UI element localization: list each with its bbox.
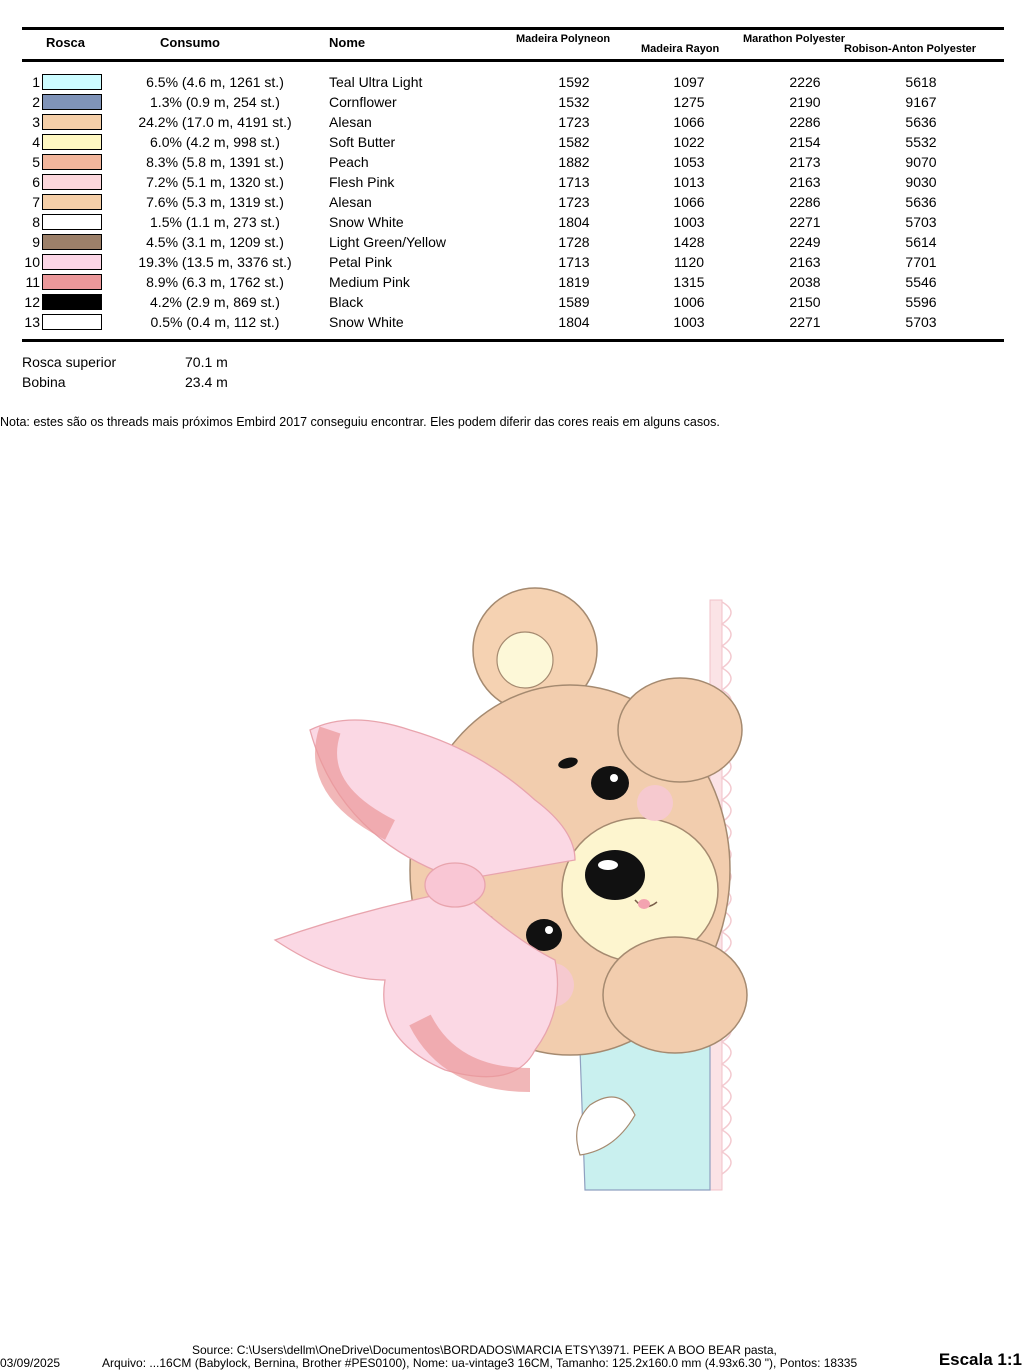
color-swatch xyxy=(42,214,102,230)
table-bottom-rule xyxy=(22,339,1004,342)
thread-number: 12 xyxy=(24,294,40,310)
madeira-polyneon-code: 1592 xyxy=(558,74,590,90)
robison-anton-code: 5532 xyxy=(905,134,937,150)
table-row xyxy=(0,132,1024,152)
table-row xyxy=(0,112,1024,132)
color-swatch xyxy=(42,174,102,190)
madeira-polyneon-code: 1804 xyxy=(558,214,590,230)
madeira-rayon-code: 1120 xyxy=(673,254,705,270)
robison-anton-code: 5546 xyxy=(905,274,937,290)
color-swatch xyxy=(42,134,102,150)
thread-name: Light Green/Yellow xyxy=(329,234,447,250)
madeira-rayon-code: 1013 xyxy=(673,174,705,190)
thread-name: Cornflower xyxy=(329,94,397,110)
header-rosca: Rosca xyxy=(46,35,86,50)
header-marathon-polyester: Marathon Polyester xyxy=(743,33,846,45)
thread-consumption: 7.6% (5.3 m, 1319 st.) xyxy=(146,194,284,210)
thread-number: 3 xyxy=(32,114,40,130)
madeira-rayon-code: 1275 xyxy=(673,94,705,110)
thread-number: 7 xyxy=(32,194,40,210)
table-row xyxy=(0,72,1024,92)
thread-consumption: 4.5% (3.1 m, 1209 st.) xyxy=(146,234,284,250)
madeira-polyneon-code: 1804 xyxy=(558,314,590,330)
robison-anton-code: 5636 xyxy=(905,194,937,210)
marathon-polyester-code: 2226 xyxy=(789,74,821,90)
thread-name: Snow White xyxy=(329,214,404,230)
color-swatch xyxy=(42,154,102,170)
marathon-polyester-code: 2249 xyxy=(789,234,821,250)
marathon-polyester-code: 2150 xyxy=(789,294,821,310)
robison-anton-code: 5596 xyxy=(905,294,937,310)
color-swatch xyxy=(42,234,102,250)
robison-anton-code: 5703 xyxy=(905,314,937,330)
thread-name: Medium Pink xyxy=(329,274,410,290)
marathon-polyester-code: 2271 xyxy=(789,214,821,230)
table-row xyxy=(0,152,1024,172)
thread-number: 2 xyxy=(32,94,40,110)
madeira-polyneon-code: 1582 xyxy=(558,134,590,150)
header-robison-anton-polyester: Robison-Anton Polyester xyxy=(844,43,977,55)
header-consumo: Consumo xyxy=(160,35,220,50)
table-row xyxy=(0,92,1024,112)
madeira-rayon-code: 1066 xyxy=(673,194,705,210)
marathon-polyester-code: 2286 xyxy=(789,114,821,130)
header-nome: Nome xyxy=(329,35,366,50)
robison-anton-code: 7701 xyxy=(905,254,937,270)
table-header-rule xyxy=(22,59,1004,62)
color-swatch xyxy=(42,194,102,210)
embroidery-design-preview xyxy=(270,580,760,1200)
thread-consumption: 8.3% (5.8 m, 1391 st.) xyxy=(146,154,284,170)
madeira-rayon-code: 1006 xyxy=(673,294,705,310)
table-row xyxy=(0,312,1024,332)
thread-name: Black xyxy=(329,294,364,310)
thread-consumption: 6.0% (4.2 m, 998 st.) xyxy=(150,134,280,150)
color-swatch xyxy=(42,274,102,290)
thread-consumption: 19.3% (13.5 m, 3376 st.) xyxy=(138,254,292,270)
robison-anton-code: 9167 xyxy=(905,94,937,110)
color-swatch xyxy=(42,294,102,310)
table-row xyxy=(0,252,1024,272)
marathon-polyester-code: 2286 xyxy=(789,194,821,210)
thread-number: 5 xyxy=(32,154,40,170)
thread-consumption: 24.2% (17.0 m, 4191 st.) xyxy=(138,114,292,130)
marathon-polyester-code: 2271 xyxy=(789,314,821,330)
thread-consumption: 4.2% (2.9 m, 869 st.) xyxy=(150,294,280,310)
madeira-rayon-code: 1066 xyxy=(673,114,705,130)
madeira-polyneon-code: 1713 xyxy=(558,254,590,270)
thread-note: Nota: estes são os threads mais próximos Embird 2017 conseguiu encontrar. Eles podem diferir das cores reais em alguns casos. xyxy=(0,415,720,429)
thread-number: 11 xyxy=(25,274,40,290)
robison-anton-code: 5703 xyxy=(905,214,937,230)
rosca-superior-label: Rosca superior xyxy=(22,354,117,370)
thread-number: 8 xyxy=(32,214,40,230)
madeira-rayon-code: 1097 xyxy=(673,74,705,90)
header-madeira-rayon: Madeira Rayon xyxy=(641,43,720,55)
thread-number: 4 xyxy=(32,134,40,150)
thread-number: 1 xyxy=(32,74,40,90)
madeira-rayon-code: 1428 xyxy=(673,234,705,250)
robison-anton-code: 5618 xyxy=(905,74,937,90)
robison-anton-code: 5614 xyxy=(905,234,937,250)
thread-consumption: 1.5% (1.1 m, 273 st.) xyxy=(150,214,280,230)
color-swatch xyxy=(42,94,102,110)
bobina-label: Bobina xyxy=(22,374,66,390)
marathon-polyester-code: 2038 xyxy=(789,274,821,290)
madeira-rayon-code: 1003 xyxy=(673,214,705,230)
thread-name: Teal Ultra Light xyxy=(329,74,423,90)
marathon-polyester-code: 2154 xyxy=(789,134,821,150)
madeira-polyneon-code: 1882 xyxy=(558,154,590,170)
madeira-polyneon-code: 1728 xyxy=(558,234,590,250)
footer-scale: Escala 1:1 xyxy=(938,1350,1022,1369)
table-row xyxy=(0,292,1024,312)
color-swatch xyxy=(42,74,102,90)
marathon-polyester-code: 2163 xyxy=(789,254,821,270)
robison-anton-code: 9070 xyxy=(905,154,937,170)
thread-name: Soft Butter xyxy=(329,134,396,150)
madeira-rayon-code: 1003 xyxy=(673,314,705,330)
bobina-value: 23.4 m xyxy=(185,374,228,390)
thread-name: Petal Pink xyxy=(329,254,393,270)
marathon-polyester-code: 2163 xyxy=(789,174,821,190)
thread-consumption: 6.5% (4.6 m, 1261 st.) xyxy=(146,74,284,90)
thread-number: 9 xyxy=(32,234,40,250)
thread-name: Snow White xyxy=(329,314,404,330)
rosca-superior-value: 70.1 m xyxy=(185,354,228,370)
footer-date: 03/09/2025 xyxy=(0,1356,61,1370)
thread-name: Alesan xyxy=(329,194,372,210)
madeira-polyneon-code: 1713 xyxy=(558,174,590,190)
madeira-polyneon-code: 1819 xyxy=(558,274,590,290)
table-top-rule xyxy=(22,27,1004,30)
table-row xyxy=(0,272,1024,292)
thread-number: 6 xyxy=(32,174,40,190)
thread-consumption: 8.9% (6.3 m, 1762 st.) xyxy=(146,274,284,290)
madeira-rayon-code: 1022 xyxy=(673,134,705,150)
thread-consumption: 1.3% (0.9 m, 254 st.) xyxy=(150,94,280,110)
thread-number: 10 xyxy=(24,254,40,270)
table-row xyxy=(0,212,1024,232)
table-row xyxy=(0,192,1024,212)
color-swatch xyxy=(42,114,102,130)
madeira-rayon-code: 1053 xyxy=(673,154,705,170)
table-row xyxy=(0,232,1024,252)
header-madeira-polyneon: Madeira Polyneon xyxy=(516,33,611,45)
thread-name: Alesan xyxy=(329,114,372,130)
marathon-polyester-code: 2190 xyxy=(789,94,821,110)
madeira-rayon-code: 1315 xyxy=(673,274,705,290)
footer-source: Source: C:\Users\dellm\OneDrive\Documentos\BORDADOS\MARCIA ETSY\3971. PEEK A BOO BEAR pasta, xyxy=(192,1343,777,1357)
thread-name: Peach xyxy=(329,154,369,170)
footer-file-info: Arquivo: ...16CM (Babylock, Bernina, Brother #PES0100), Nome: ua-vintage3 16CM, Tamanho: 125.2x160.0 mm (4.93x6.30 "), Pontos: 18335 xyxy=(102,1356,858,1370)
thread-name: Flesh Pink xyxy=(329,174,395,190)
robison-anton-code: 5636 xyxy=(905,114,937,130)
color-swatch xyxy=(42,314,102,330)
madeira-polyneon-code: 1723 xyxy=(558,114,590,130)
thread-consumption: 7.2% (5.1 m, 1320 st.) xyxy=(146,174,284,190)
madeira-polyneon-code: 1532 xyxy=(558,94,590,110)
marathon-polyester-code: 2173 xyxy=(789,154,821,170)
madeira-polyneon-code: 1723 xyxy=(558,194,590,210)
thread-number: 13 xyxy=(24,314,40,330)
thread-consumption: 0.5% (0.4 m, 112 st.) xyxy=(150,314,280,330)
robison-anton-code: 9030 xyxy=(905,174,937,190)
madeira-polyneon-code: 1589 xyxy=(558,294,590,310)
table-row xyxy=(0,172,1024,192)
color-swatch xyxy=(42,254,102,270)
